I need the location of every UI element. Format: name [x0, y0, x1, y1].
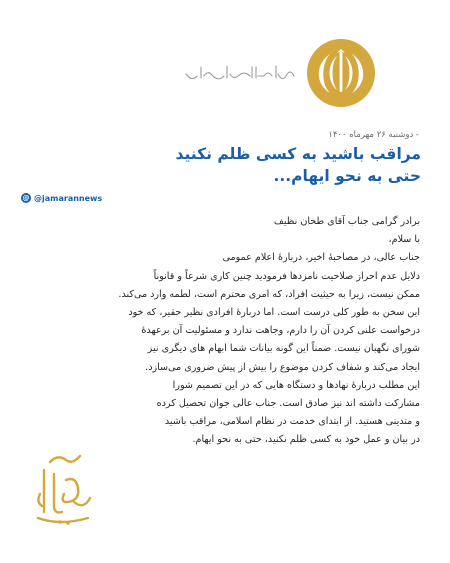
letter-line: ممکن نیست، زیرا به حیثیت افراد، که امری محترم است، لطمه وارد می‌کند. [118, 288, 420, 300]
letter-body [40, 213, 420, 450]
bismillah-calligraphy-icon [180, 62, 298, 84]
headline-line-2: حتی به نحو ایهام... [273, 167, 421, 185]
handwritten-signature-icon [30, 440, 96, 530]
letter-line: ایجاد می‌کند و شفاف کردن موضوع را بیش از پیش ضروری می‌سازد. [145, 361, 420, 373]
letter-line: این مطلب دربارهٔ نهادها و دستگاه هایی که در این تصمیم شورا [172, 379, 420, 391]
social-handle [21, 193, 102, 203]
letter-line: مشارکت داشته اند نیز صادق است. جناب عالی جوان تحصیل کرده [156, 398, 420, 410]
letter-line: دلایل عدم احراز صلاحیت نامزدها فرمودید چنین کاری شرعاً و قانوناً [153, 270, 420, 282]
at-sign-icon: @ [22, 194, 30, 202]
letter-line: و متدینی هستید. از ابتدای خدمت در نظام اسلامی، مراقب باشید [164, 416, 420, 428]
letter-line: این سخن به طور کلی درست است. اما دربارهٔ افرادی نظیر حقیر، که خود [128, 307, 420, 319]
headline-line-1: مراقب باشید به کسی ظلم نکنید [175, 145, 421, 163]
letter-line: شورای نگهبان نیست. ضمناً این گونه بیانات شما ابهام های دیگری نیز [147, 343, 420, 355]
headline [91, 143, 421, 187]
social-handle-text: @jamarannews [34, 193, 103, 203]
iran-emblem-icon [306, 38, 376, 108]
letter-line: جناب عالی، در مصاحبهٔ اخیر، دربارهٔ اعلام عمومی [222, 252, 420, 264]
letter-line: درخواست علنی کردن آن را دارم، وجاهت ندارد و مسئولیت آن برعهدهٔ [141, 325, 420, 337]
letter-line: با سلام، [388, 234, 420, 246]
letter-line: برادر گرامی جناب آقای طحان نظیف [273, 216, 420, 227]
letter-line: در بیان و عمل خود به کسی ظلم نکنید، حتی به نحو ایهام. [192, 434, 420, 446]
publication-date: - دوشنبه ۲۶ مهرماه ۱۴۰۰ [328, 130, 419, 140]
